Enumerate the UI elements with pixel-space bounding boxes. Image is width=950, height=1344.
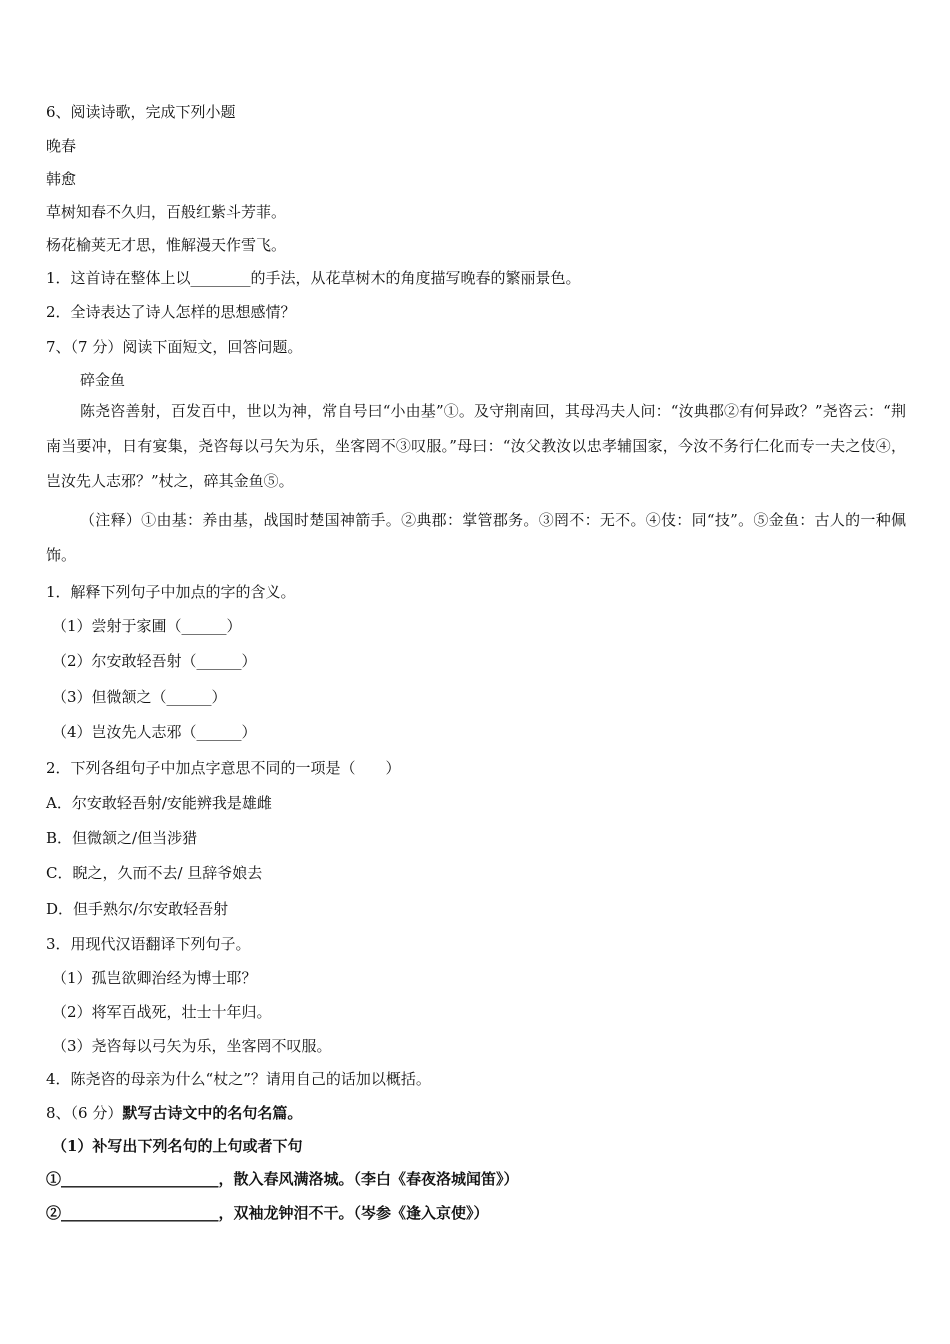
q6-heading: 6、阅读诗歌，完成下列小题 [46,103,236,121]
q8-blank-2: ②_____________________，双袖龙钟泪不干。（岑参《逢入京使》） [46,1204,489,1222]
q8-heading-prefix: 8、（6 分） [46,1104,123,1122]
passage-notes: （注释）①由基：养由基，战国时楚国神箭手。②典郡：掌管郡务。③罔不：无不。④伎：同“技”。⑤金鱼：古人的一种佩饰。 [46,511,906,564]
q7-heading: 7、（7 分）阅读下面短文，回答问题。 [46,338,303,356]
q7-sub2-option-c: C．睨之，久而不去/ 旦辞爷娘去 [46,864,263,882]
poem-title: 晚春 [46,137,77,155]
passage-text: 陈尧咨善射，百发百中，世以为神，常自号曰“小由基”①。及守荆南回，其母冯夫人问：“汝典郡②有何异政？”尧咨云：“荆南当要冲，日有宴集，尧咨每以弓矢为乐，坐客罔不③叹服。”母曰：“汝父教汝以忠孝辅国家，今汝不务行仁化而专一夫之伎④，岂汝先人志邪？”杖之，碎其金鱼⑤。 [46,402,906,490]
q8-heading-title: 默写古诗文中的名句名篇。 [122,1104,303,1122]
q7-sub2-heading: 2．下列各组句子中加点字意思不同的一项是（ ） [46,759,401,777]
q7-sub1-heading: 1．解释下列句子中加点的字的含义。 [46,583,296,601]
q8-heading [46,1103,302,1123]
q7-sub1-item: （3）但微颔之（______） [52,688,227,706]
passage-title: 碎金鱼 [80,371,126,389]
q7-sub3-item: （3）尧咨每以弓矢为乐，坐客罔不叹服。 [52,1037,332,1055]
q7-sub3-heading: 3．用现代汉语翻译下列句子。 [46,935,251,953]
q6-sub-question-1: 1．这首诗在整体上以________的手法，从花草树木的角度描写晚春的繁丽景色。 [46,269,581,287]
q7-sub2-option-b: B．但微颔之/但当涉猎 [46,829,198,847]
q8-sub1: （1）补写出下列名句的上句或者下句 [52,1137,303,1155]
q7-sub4: 4．陈尧咨的母亲为什么“杖之”？请用自己的话加以概括。 [46,1070,431,1088]
poem-line-2: 杨花榆荚无才思，惟解漫天作雪飞。 [46,236,287,254]
q7-sub2-option-a: A．尔安敢轻吾射/安能辨我是雄雌 [46,794,272,812]
q7-sub2-option-d: D．但手熟尔/尔安敢轻吾射 [46,900,229,918]
q8-blank-1: ①_____________________，散入春风满洛城。（李白《春夜洛城闻笛》） [46,1170,519,1188]
poem-line-1: 草树知春不久归，百般红紫斗芳菲。 [46,203,287,221]
q7-sub1-item: （2）尔安敢轻吾射（______） [52,652,257,670]
q7-sub3-item: （1）孤岂欲卿治经为博士耶？ [52,969,257,987]
q7-sub3-item: （2）将军百战死，壮士十年归。 [52,1003,272,1021]
q7-sub1-item: （1）尝射于家圃（______） [52,617,242,635]
poem-author: 韩愈 [46,170,77,188]
q6-sub-question-2: 2．全诗表达了诗人怎样的思想感情？ [46,303,296,321]
q7-sub1-item: （4）岂汝先人志邪（______） [52,723,257,741]
